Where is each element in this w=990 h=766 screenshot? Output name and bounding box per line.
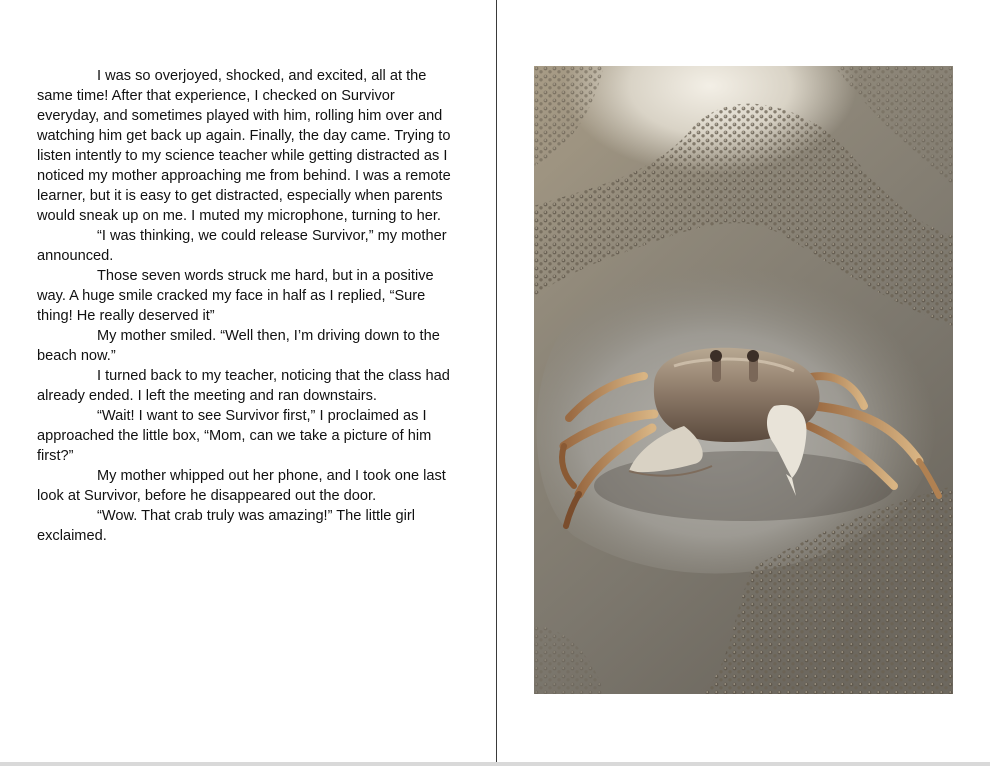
story-paragraph: My mother smiled. “Well then, I’m driving down to the beach now.” [37, 328, 440, 364]
story-text [37, 66, 457, 546]
crab-on-sand-photo [534, 66, 953, 694]
crab-photo-illustration [534, 66, 953, 694]
story-paragraph: Those seven words struck me hard, but in a positive way. A huge smile cracked my face in half as I replied, “Sure thing! He really deserved it” [37, 268, 434, 324]
left-page [0, 0, 496, 762]
story-paragraph: “I was thinking, we could release Survivor,” my mother announced. [37, 228, 447, 264]
page-bottom-edge [0, 762, 990, 766]
story-paragraph: My mother whipped out her phone, and I took one last look at Survivor, before he disappeared out the door. [37, 468, 446, 504]
right-page [497, 0, 990, 762]
story-paragraph: I turned back to my teacher, noticing that the class had already ended. I left the meeting and ran downstairs. [37, 368, 450, 404]
story-paragraph: “Wow. That crab truly was amazing!” The little girl exclaimed. [37, 508, 415, 544]
story-paragraph: I was so overjoyed, shocked, and excited, all at the same time! After that experience, I checked on Survivor everyday, and sometimes played with him, rolling him over and watching him get back up again. Finally, the day came. Trying to listen intently to my science teacher while getting distracted as I noticed my mother approaching me from behind. I was a remote learner, but it is easy to get distracted, especially when parents would sneak up on me. I muted my microphone, turning to her. [37, 68, 451, 224]
story-paragraph: “Wait! I want to see Survivor first,” I proclaimed as I approached the little box, “Mom, can we take a picture of him first?” [37, 408, 432, 464]
